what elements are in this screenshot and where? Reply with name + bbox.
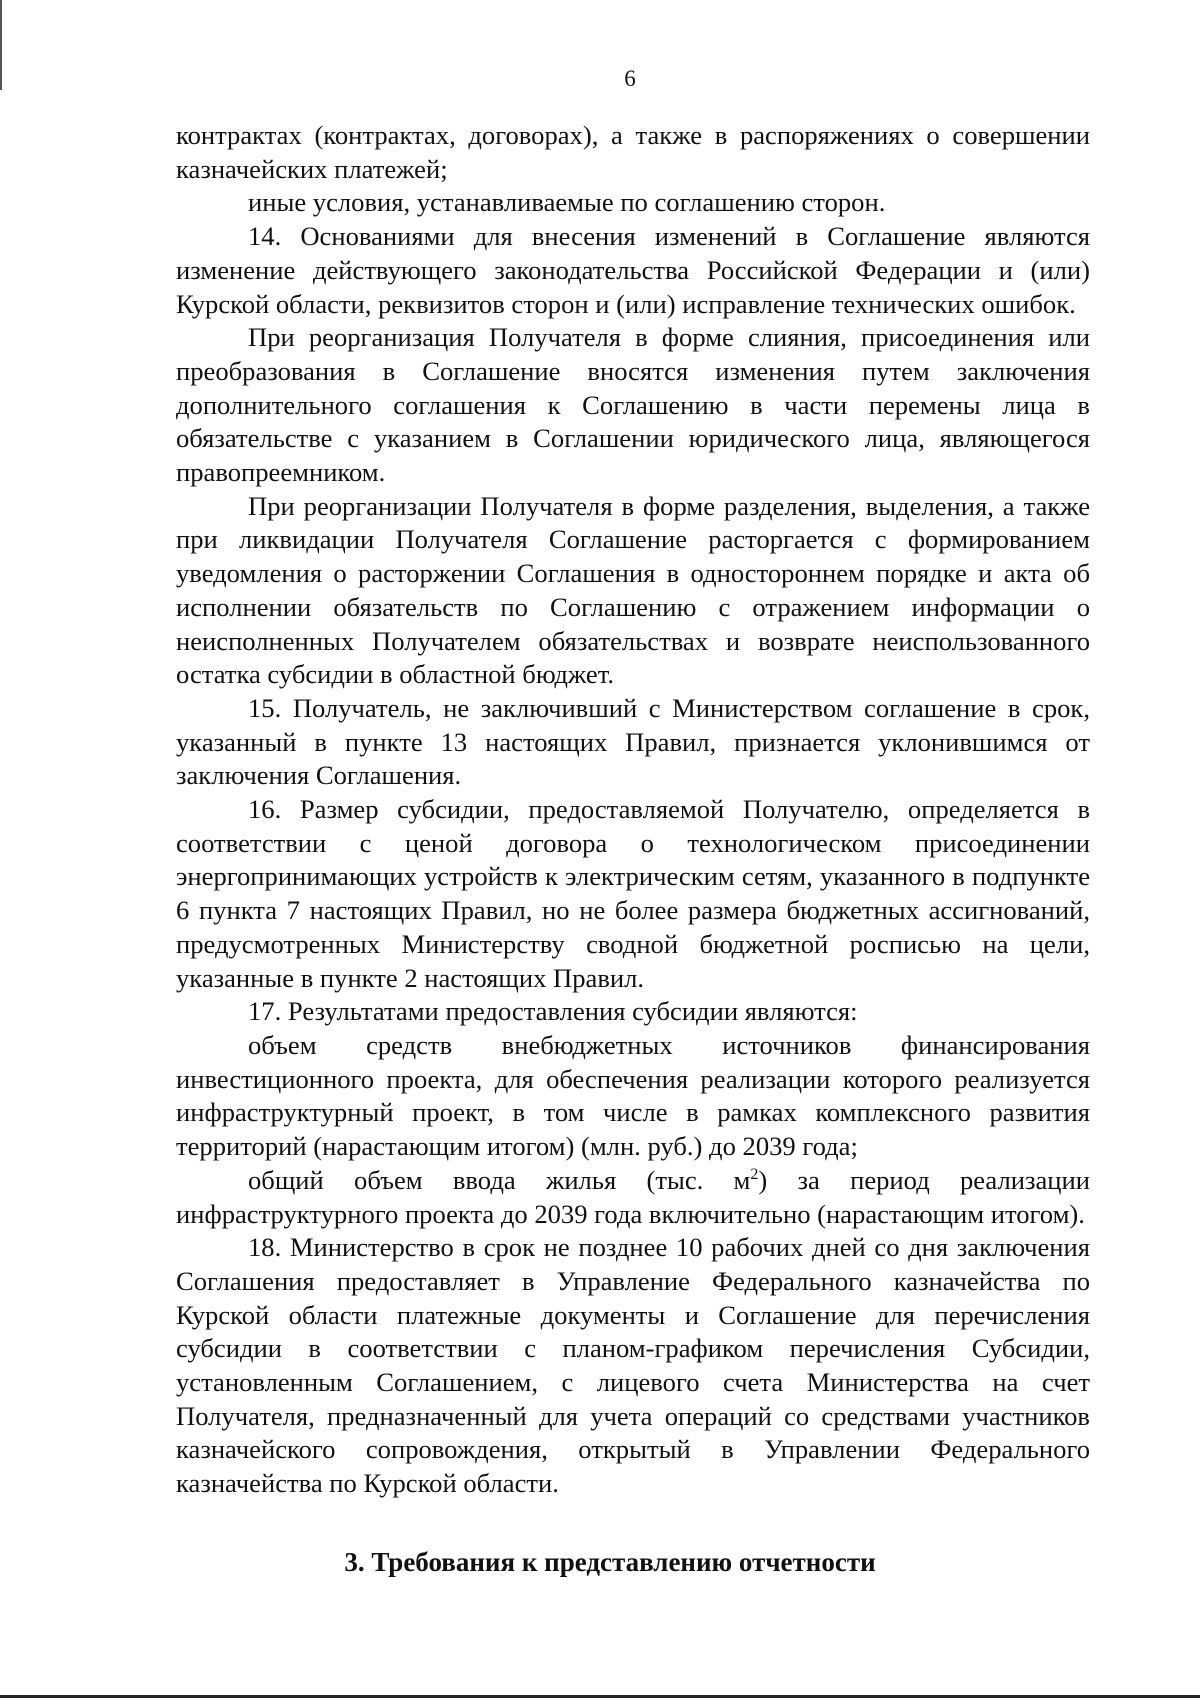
paragraph-18: 18. Министерство в срок не позднее 10 рабочих дней со дня заключения Соглашения предоставляет в Управление Федерального казначейства по Курской области платежные документы и Соглашение для перечисления субсидии в соответствии с планом-графиком перечисления Субсидии, установленным Соглашением, с лицевого счета Министерства на счет Получателя, предназначенный для учета операций со средствами участников казначейского сопровождения, открытый в Управлении Федерального казначейства по Курской области. xyxy=(176,1232,1090,1499)
superscript-squared: 2 xyxy=(750,1165,759,1183)
paragraph-other-conditions: иные условия, устанавливаемые по соглашению сторон. xyxy=(248,187,886,218)
paragraph-15: 15. Получатель, не заключивший с Министерством соглашение в срок, указанный в пункте 13 настоящих Правил, признается уклонившимся от заключения Соглашения. xyxy=(176,692,1090,791)
paragraph-16: 16. Размер субсидии, предоставляемой Получателю, определяется в соответствии с ценой договора о технологическом присоединении энергопринимающих устройств к электрическим сетям, указанного в подпункте 6 пункта 7 настоящих Правил, но не более размера бюджетных ассигнований, предусмотренных Министерству сводной бюджетной росписью на цели, указанные в пункте 2 настоящих Правил. xyxy=(176,794,1090,993)
paragraph-17-result-housing xyxy=(176,1164,1090,1231)
page-number: 6 xyxy=(624,66,636,91)
section-heading: 3. Требования к представлению отчетности xyxy=(344,1547,876,1577)
document-body xyxy=(176,119,1090,1501)
paragraph-17-result-investment: объем средств внебюджетных источников финансирования инвестиционного проекта, для обеспечения реализации которого реализуется инфраструктурный проект, в том числе в рамках комплексного развития территорий (нарастающим итогом) (млн. руб.) до 2039 года; xyxy=(176,1029,1090,1162)
paragraph-17: 17. Результатами предоставления субсидии являются: xyxy=(248,996,858,1027)
scan-edge-bottom xyxy=(0,1695,1200,1698)
paragraph-14-division: При реорганизации Получателя в форме разделения, выделения, а также при ликвидации Получателя Соглашение расторгается с формированием уведомления о расторжении Соглашения в одностороннем порядке и акта об исполнении обязательств по Соглашению с отражением информации о неисполненных Получателем обязательствах и возврате неиспользованного остатка субсидии в областной бюджет. xyxy=(176,490,1090,690)
paragraph-14-merger: При реорганизация Получателя в форме слияния, присоединения или преобразования в Соглашение вносятся изменения путем заключения дополнительного соглашения к Соглашению в части перемены лица в обязательстве с указанием в Соглашении юридического лица, являющегося правопреемником. xyxy=(176,322,1090,488)
housing-text-after: ) за период реализации инфраструктурного проекта до 2039 года включительно (нарастающим итогом). xyxy=(176,1164,1090,1229)
paragraph-contracts: контрактах (контрактах, договорах), а также в распоряжениях о совершении казначейских платежей; xyxy=(176,120,1090,184)
paragraph-14: 14. Основаниями для внесения изменений в Соглашение являются изменение действующего законодательства Российской Федерации и (или) Курской области, реквизитов сторон и (или) исправление технических ошибок. xyxy=(176,221,1090,319)
housing-text-before: общий объем ввода жилья (тыс. м xyxy=(248,1164,751,1195)
